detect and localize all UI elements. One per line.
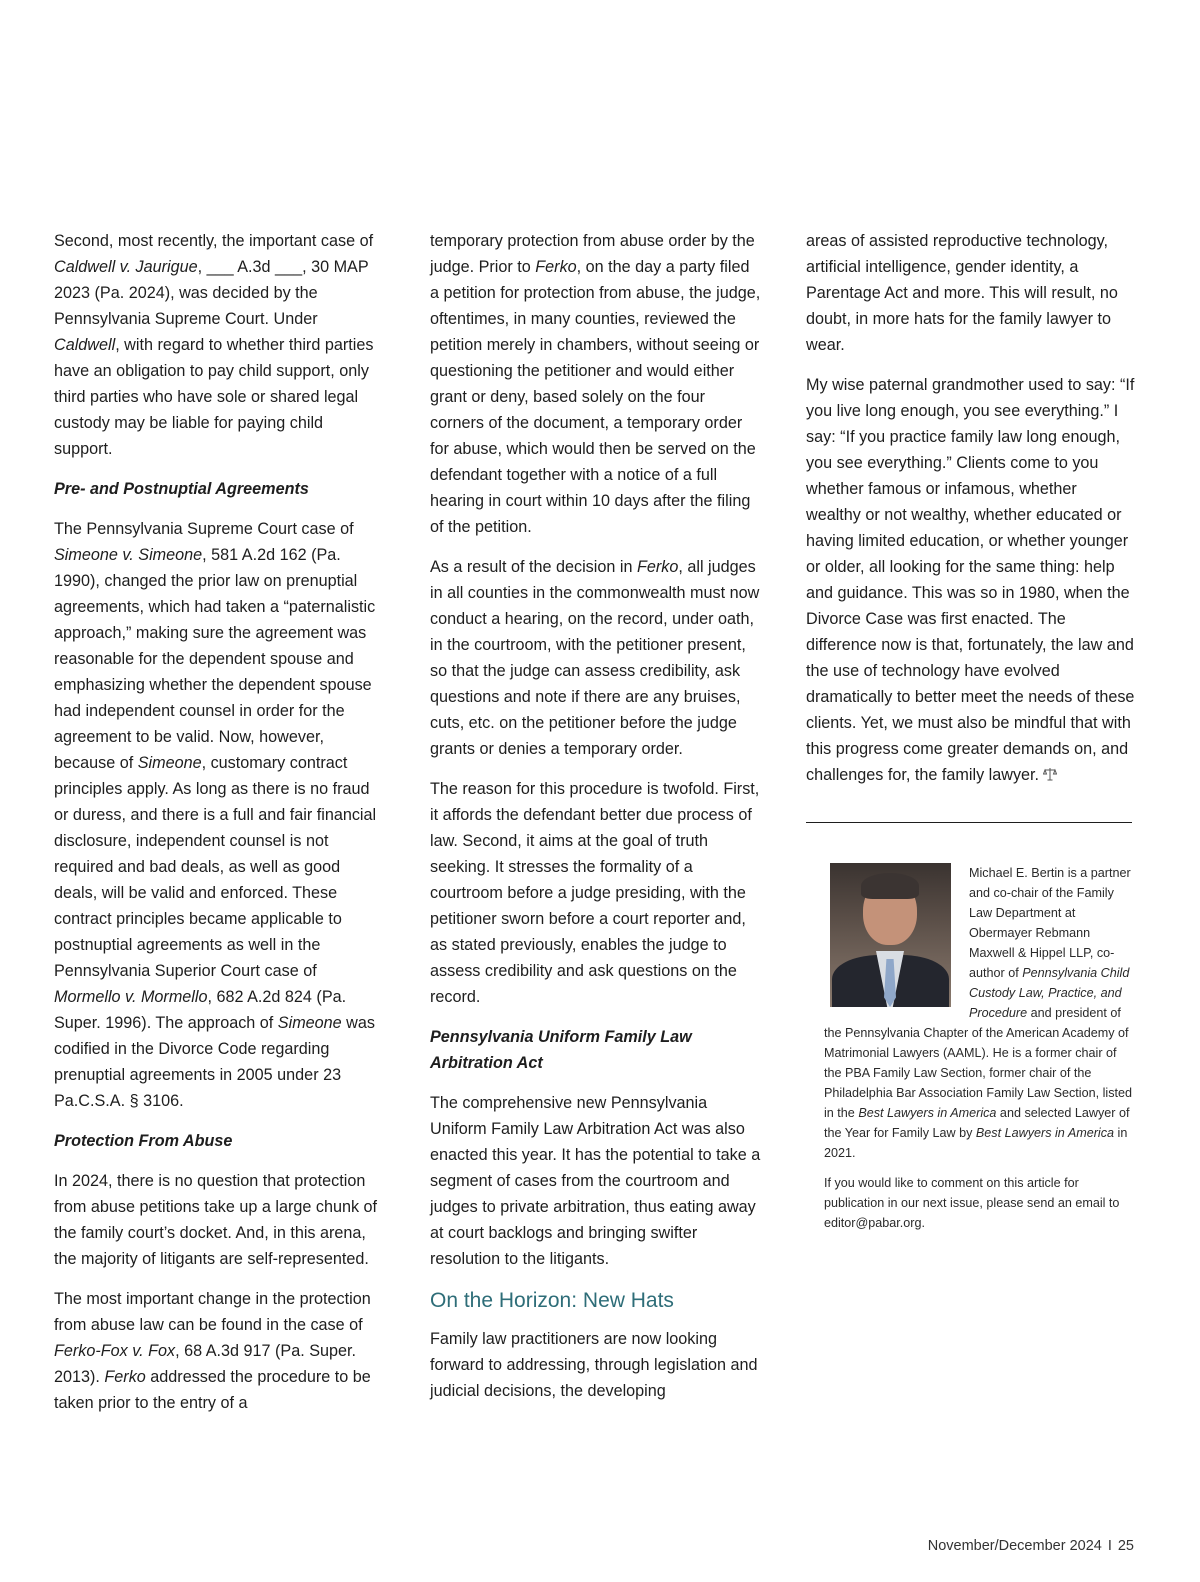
paragraph-ferko-intro: The most important change in the protection from abuse law can be found in the case of Ferko-Fox v. Fox, 68 A.3d 917 (Pa. Super. 2013). Ferko addressed the procedure to be taken prior to the entry of a bbox=[54, 1290, 371, 1412]
author-bio bbox=[806, 863, 1136, 1233]
issue-date: November/December 2024 bbox=[927, 1538, 1102, 1554]
paragraph-temporary-order: temporary protection from abuse order by the judge. Prior to Ferko, on the day a party filed a petition for protection from abuse, the judge, oftentimes, in many counties, reviewed the petition merely in chambers, without seeing or questioning the petitioner and would either grant or deny, based solely on the four corners of the document, a temporary order for abuse, which would then be served on the defendant together with a notice of a full hearing in court within 10 days after the filing of the petition. bbox=[430, 232, 761, 536]
paragraph-practitioners: Family law practitioners are now looking forward to addressing, through legislation and judicial decisions, the developing bbox=[430, 1330, 758, 1400]
bio-divider bbox=[806, 822, 1132, 823]
paragraph-simeone: The Pennsylvania Supreme Court case of Simeone v. Simeone, 581 A.2d 162 (Pa. 1990), changed the prior law on prenuptial agreements, which had taken a “paternalistic approach,” making sure the agreement was reasonable for the dependent spouse and emphasizing whether the dependent spouse had independent counsel in order for the agreement to be valid. Now, however, because of Simeone, customary contract principles apply. As long as there is no fraud or duress, and there is a full and fair financial disclosure, independent counsel is not required and bad deals, as well as good deals, will be valid and enforced. These contract principles became applicable to postnuptial agreements as well in the Pennsylvania Superior Court case of Mormello v. Mormello, 682 A.2d 824 (Pa. Super. 1996). The approach of Simeone was codified in the Divorce Code regarding prenuptial agreements in 2005 under 23 Pa.C.S.A. § 3106. bbox=[54, 520, 377, 1110]
paragraph-procedure-reason: The reason for this procedure is twofold. First, it affords the defendant better due process of law. Second, it aims at the goal of truth seeking. It stresses the formality of a courtroom before a judge presiding, with the petitioner sworn before a court reporter and, as stated previously, enables the judge to assess credibility and ask questions on the record. bbox=[430, 780, 760, 1006]
page-number: 25 bbox=[1117, 1538, 1134, 1554]
footer-separator: I bbox=[1107, 1538, 1112, 1554]
page-footer bbox=[928, 1538, 1134, 1554]
section-heading-prenuptial: Pre- and Postnuptial Agreements bbox=[54, 480, 309, 498]
article-column-2 bbox=[430, 228, 762, 1404]
paragraph-arbitration-act: The comprehensive new Pennsylvania Uniform Family Law Arbitration Act was also enacted this year. It has the potential to take a segment of cases from the courtroom and judges to private arbitration, thus eating away at court backlogs and bringing swifter resolution to the litigants. bbox=[430, 1094, 761, 1268]
section-heading-arbitration-act: Pennsylvania Uniform Family Law Arbitration Act bbox=[430, 1028, 692, 1072]
article-column-1 bbox=[54, 228, 386, 1416]
article-column-3 bbox=[806, 228, 1136, 1243]
paragraph-new-areas: areas of assisted reproductive technology, artificial intelligence, gender identity, a Parentage Act and more. This will result, no doubt, in more hats for the family lawyer to wear. bbox=[806, 232, 1118, 354]
scales-of-justice-icon bbox=[1043, 763, 1057, 777]
section-heading-on-the-horizon: On the Horizon: New Hats bbox=[430, 1289, 674, 1312]
author-photo bbox=[830, 863, 951, 1007]
paragraph-grandmother: My wise paternal grandmother used to say: “If you live long enough, you see everything.” I say: “If you practice family law long enough, you see everything.” Clients come to you whether famous or infamous, whether wealthy or not wealthy, whether educated or having limited education, or whether younger or older, all looking for the same thing: help and guidance. This was so in 1980, when the Divorce Case was first enacted. The difference now is that, fortunately, the law and the use of technology have evolved dramatically to better meet the needs of these clients. Yet, we must also be mindful that with this progress come greater demands on, and challenges for, the family lawyer. bbox=[806, 376, 1135, 784]
comment-invitation: If you would like to comment on this article for publication in our next issue, please send an email to editor@pabar.org. bbox=[824, 1176, 1120, 1230]
section-heading-protection-from-abuse: Protection From Abuse bbox=[54, 1132, 233, 1150]
paragraph-pfa-docket: In 2024, there is no question that protection from abuse petitions take up a large chunk of the family court’s docket. And, in this arena, the majority of litigants are self-represented. bbox=[54, 1172, 378, 1268]
paragraph-ferko-result: As a result of the decision in Ferko, all judges in all counties in the commonwealth must now conduct a hearing, on the record, under oath, in the courtroom, with the petitioner present, so that the judge can assess credibility, ask questions and note if there are any bruises, cuts, etc. on the petitioner before the judge grants or denies a temporary order. bbox=[430, 558, 760, 758]
author-bio-text: Michael E. Bertin is a partner and co-chair of the Family Law Department at Obermayer Rebmann Maxwell & Hippel LLP, co-author of Pennsylvania Child Custody Law, Practice, and Procedure and president of the Pennsylvania Chapter of the American Academy of Matrimonial Lawyers (AAML). He is a former chair of the PBA Family Law Section, former chair of the Philadelphia Bar Association Family Law Section, listed in the Best Lawyers in America and selected Lawyer of the Year for Family Law by Best Lawyers in America in 2021. bbox=[824, 866, 1133, 1160]
paragraph-caldwell: Second, most recently, the important case of Caldwell v. Jaurigue, ___ A.3d ___, 30 MAP 2023 (Pa. 2024), was decided by the Pennsylvania Supreme Court. Under Caldwell, with regard to whether third parties have an obligation to pay child support, only third parties who have sole or shared legal custody may be liable for paying child support. bbox=[54, 232, 374, 458]
